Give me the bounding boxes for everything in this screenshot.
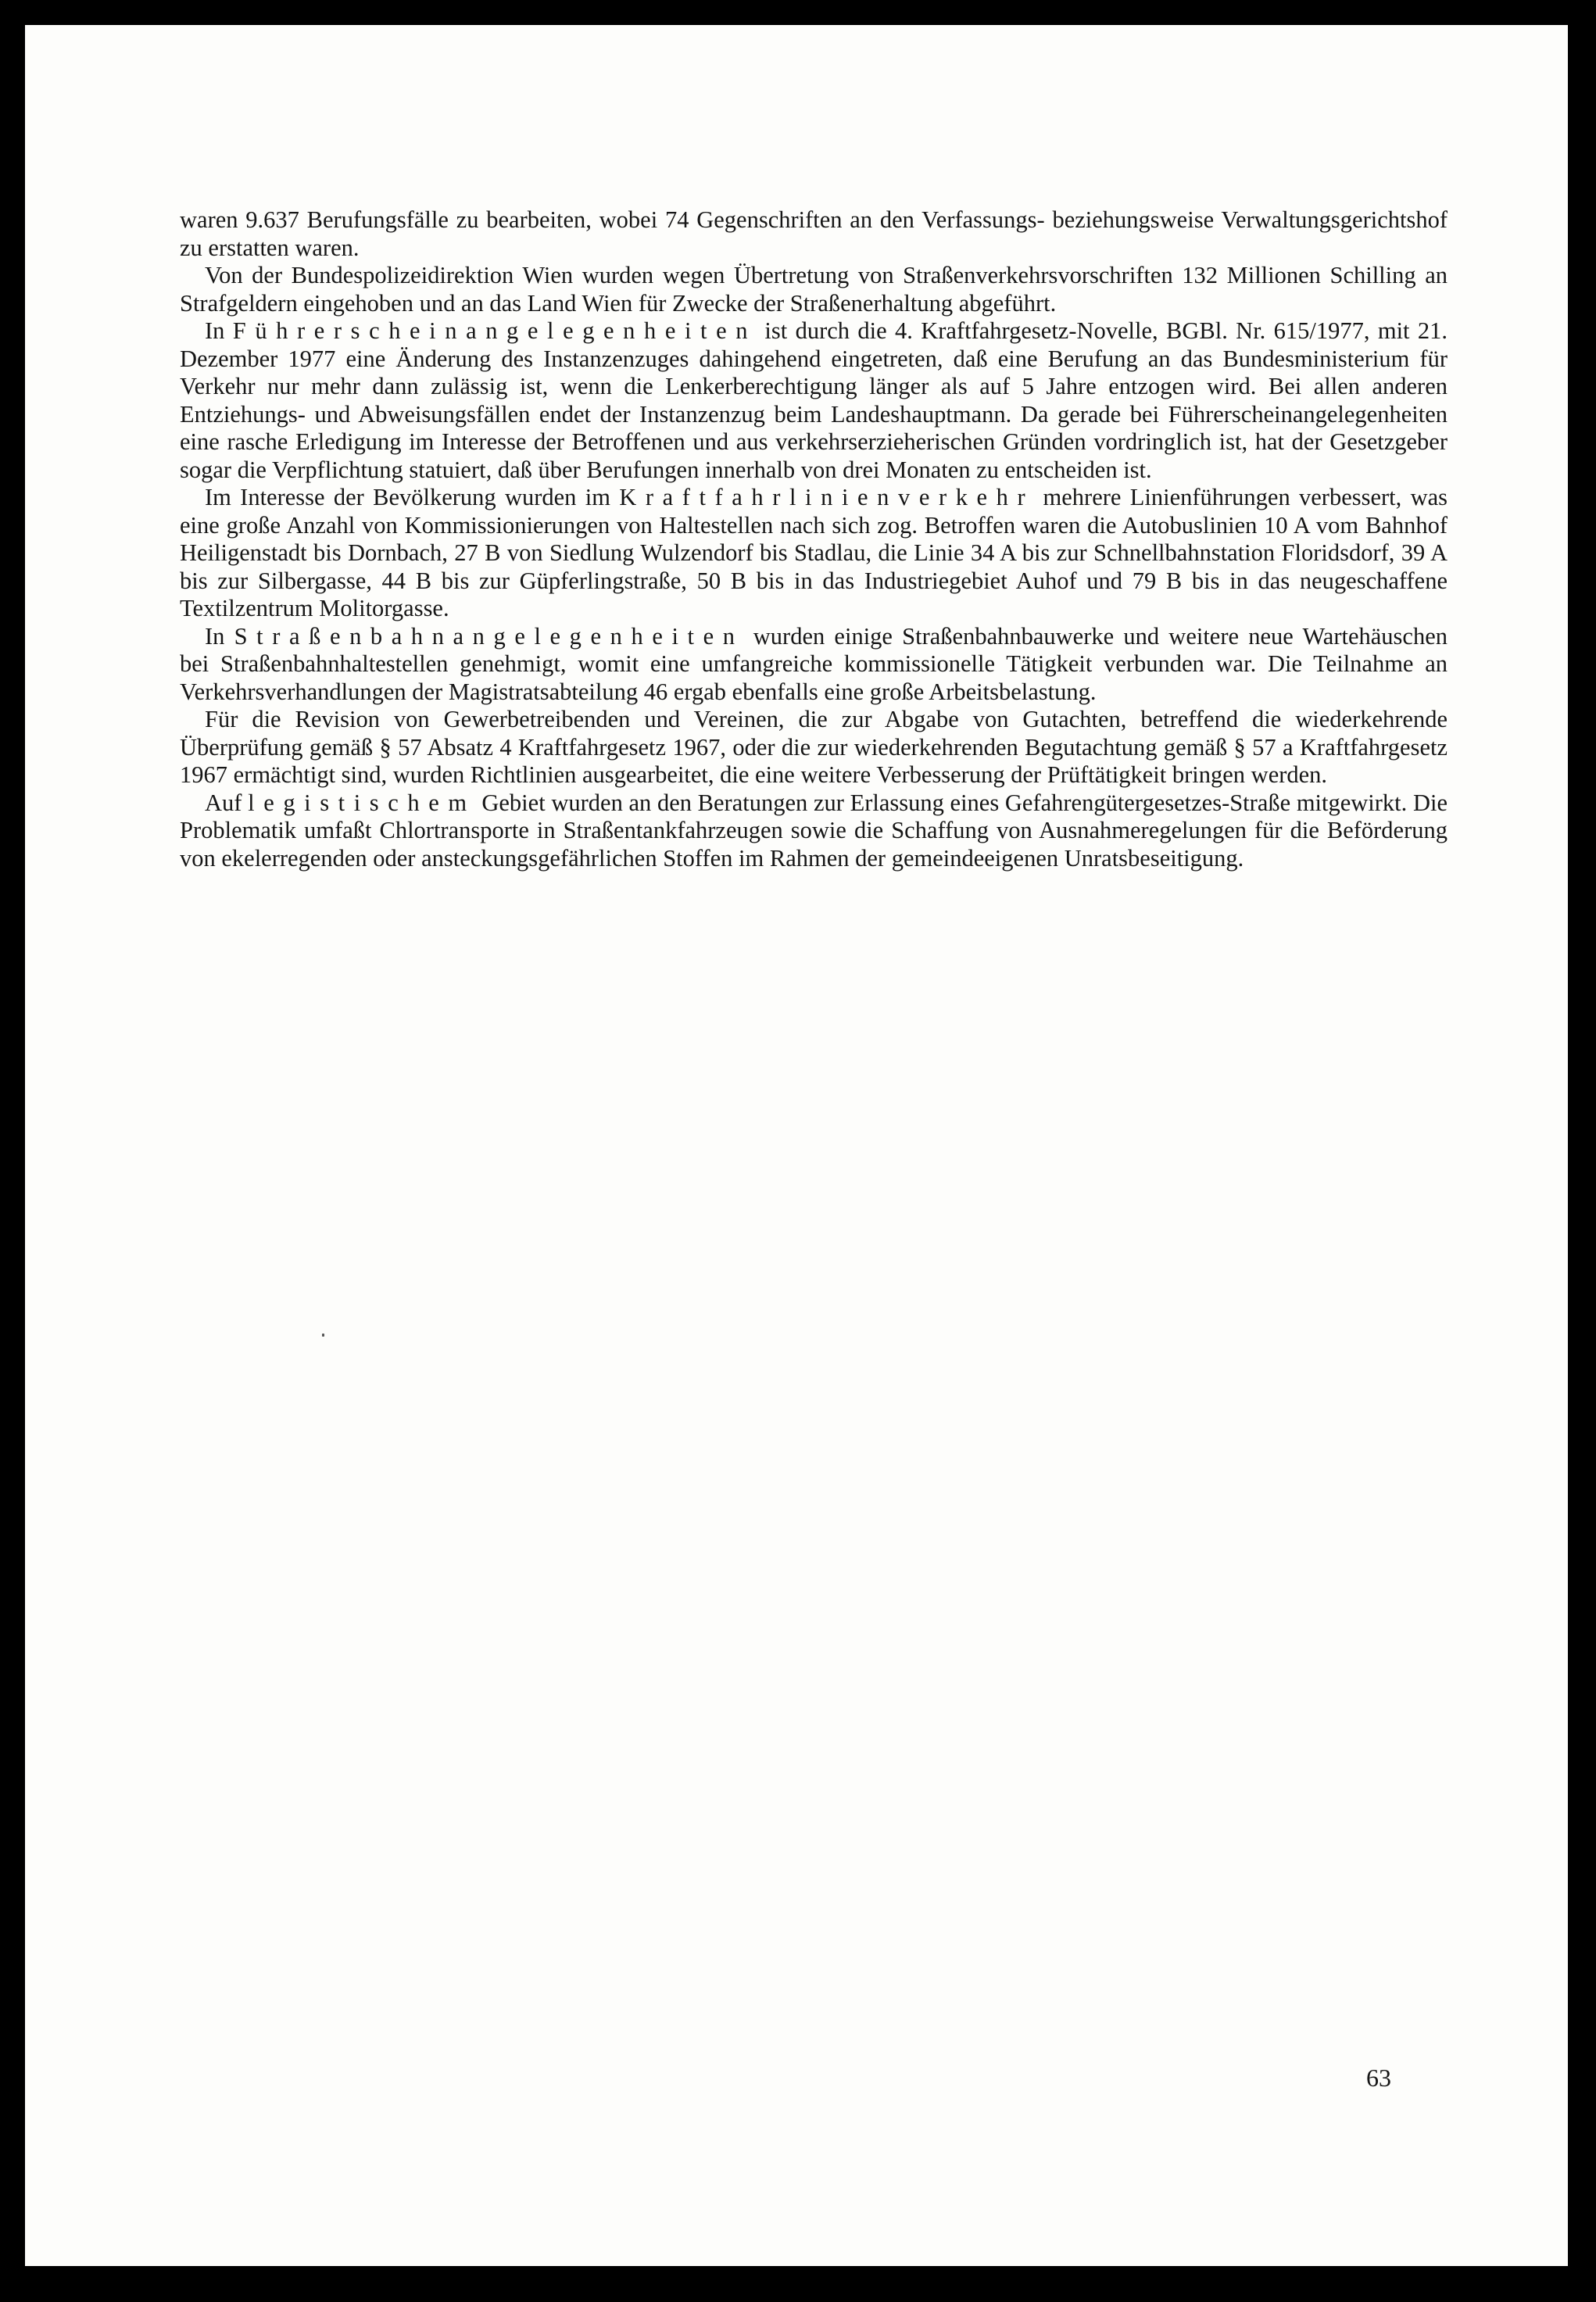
- paragraph-legislation: [180, 789, 1447, 873]
- paragraph-bus-lines: [180, 484, 1447, 623]
- paragraph-inspection: Für die Revision von Gewerbetreibenden und Vereinen, die zur Abgabe von Gutachten, betreffend die wiederkehrende Überprüfung gemäß § 57 Absatz 4 Kraftfahrgesetz 1967, oder die zur wiederkehrenden Begutachtung gemäß § 57 a Kraftfahrgesetz 1967 ermächtigt sind, wurden Richtlinien ausgearbeitet, die eine weitere Verbesserung der Prüftätigkeit bringen werden.: [180, 706, 1447, 788]
- scan-speck: [322, 1334, 324, 1337]
- paragraph-tram: [180, 623, 1447, 707]
- paragraph-body: wurden einige Straßenbahnbauwerke und weitere neue Wartehäuschen bei Straßenbahnhaltestellen genehmigt, womit eine umfangreiche kommissionelle Tätigkeit verbunden war. Die Teilnahme an Verkehrsverhandlungen der Magistratsabteilung 46 ergab ebenfalls eine große Arbeitsbelastung.: [180, 622, 1447, 705]
- paragraph-body: Gebiet wurden an den Beratungen zur Erlassung eines Gefahrengütergesetzes-Straße mitgewirkt. Die Problematik umfaßt Chlortransporte in Straßentankfahrzeugen sowie die Schaffung von Ausnahmeregelungen für die Beförderung von ekelerregenden oder ansteckungsgefährlichen Stoffen im Rahmen der gemeindeeigenen Unratsbeseitigung.: [180, 789, 1448, 872]
- paragraph-lead: Auf: [205, 789, 249, 816]
- paragraph-body: mehrere Linienführungen verbessert, was eine große Anzahl von Kommissionierungen von Haltestellen nach sich zog. Betroffen waren die Autobuslinien 10 A vom Bahnhof Heiligenstadt bis Dornbach, 27 B von Siedlung Wulzendorf bis Stadlau, die Linie 34 A bis zur Schnellbahnstation Floridsdorf, 39 A bis zur Silbergasse, 44 B bis zur Güpferlingstraße, 50 B bis in das Industriegebiet Auhof und 79 B bis in das neugeschaffene Textilzentrum Molitorgasse.: [180, 484, 1447, 621]
- paragraph-lead: Im Interesse der Bevölkerung wurden im: [205, 484, 620, 510]
- document-page: [25, 25, 1568, 2266]
- body-text: [180, 206, 1447, 872]
- page-number: 63: [1366, 2064, 1391, 2092]
- paragraph-lead: In: [205, 317, 233, 344]
- paragraph-appeals: waren 9.637 Berufungsfälle zu bearbeiten, wobei 74 Gegenschriften an den Verfassungs- beziehungsweise Verwaltungsgerichtshof zu erstatten waren.: [180, 206, 1447, 261]
- paragraph-body: ist durch die 4. Kraftfahrgesetz-Novelle, BGBl. Nr. 615/1977, mit 21. Dezember 1977 eine Änderung des Instanzenzuges dahingehend eingetreten, daß eine Berufung an das Bundesministerium für Verkehr nur mehr dann zulässig ist, wenn die Lenkerberechtigung länger als auf 5 Jahre entzogen wird. Bei allen anderen Entziehungs- und Abweisungsfällen endet der Instanzenzug beim Landeshauptmann. Da gerade bei Führerscheinangelegenheiten eine rasche Erledigung im Interesse der Betroffenen und aus verkehrserzieherischen Gründen vordringlich ist, hat der Gesetzgeber sogar die Verpflichtung statuiert, daß über Berufungen innerhalb von drei Monaten zu entscheiden ist.: [180, 317, 1447, 483]
- spaced-keyword: legistischem: [248, 789, 476, 816]
- paragraph-police-fines: Von der Bundespolizeidirektion Wien wurden wegen Übertretung von Straßenverkehrsvorschriften 132 Millionen Schilling an Strafgeldern eingehoben und an das Land Wien für Zwecke der Straßenerhaltung abgeführt.: [180, 262, 1447, 317]
- spaced-keyword: Führerscheinangelegenheiten: [232, 317, 757, 344]
- spaced-keyword: Kraftfahrlinienverkehr: [619, 484, 1035, 510]
- paragraph-lead: In: [205, 622, 234, 650]
- spaced-keyword: Straßenbahnangelegenheiten: [234, 622, 744, 650]
- paragraph-drivers-licence: [180, 317, 1447, 484]
